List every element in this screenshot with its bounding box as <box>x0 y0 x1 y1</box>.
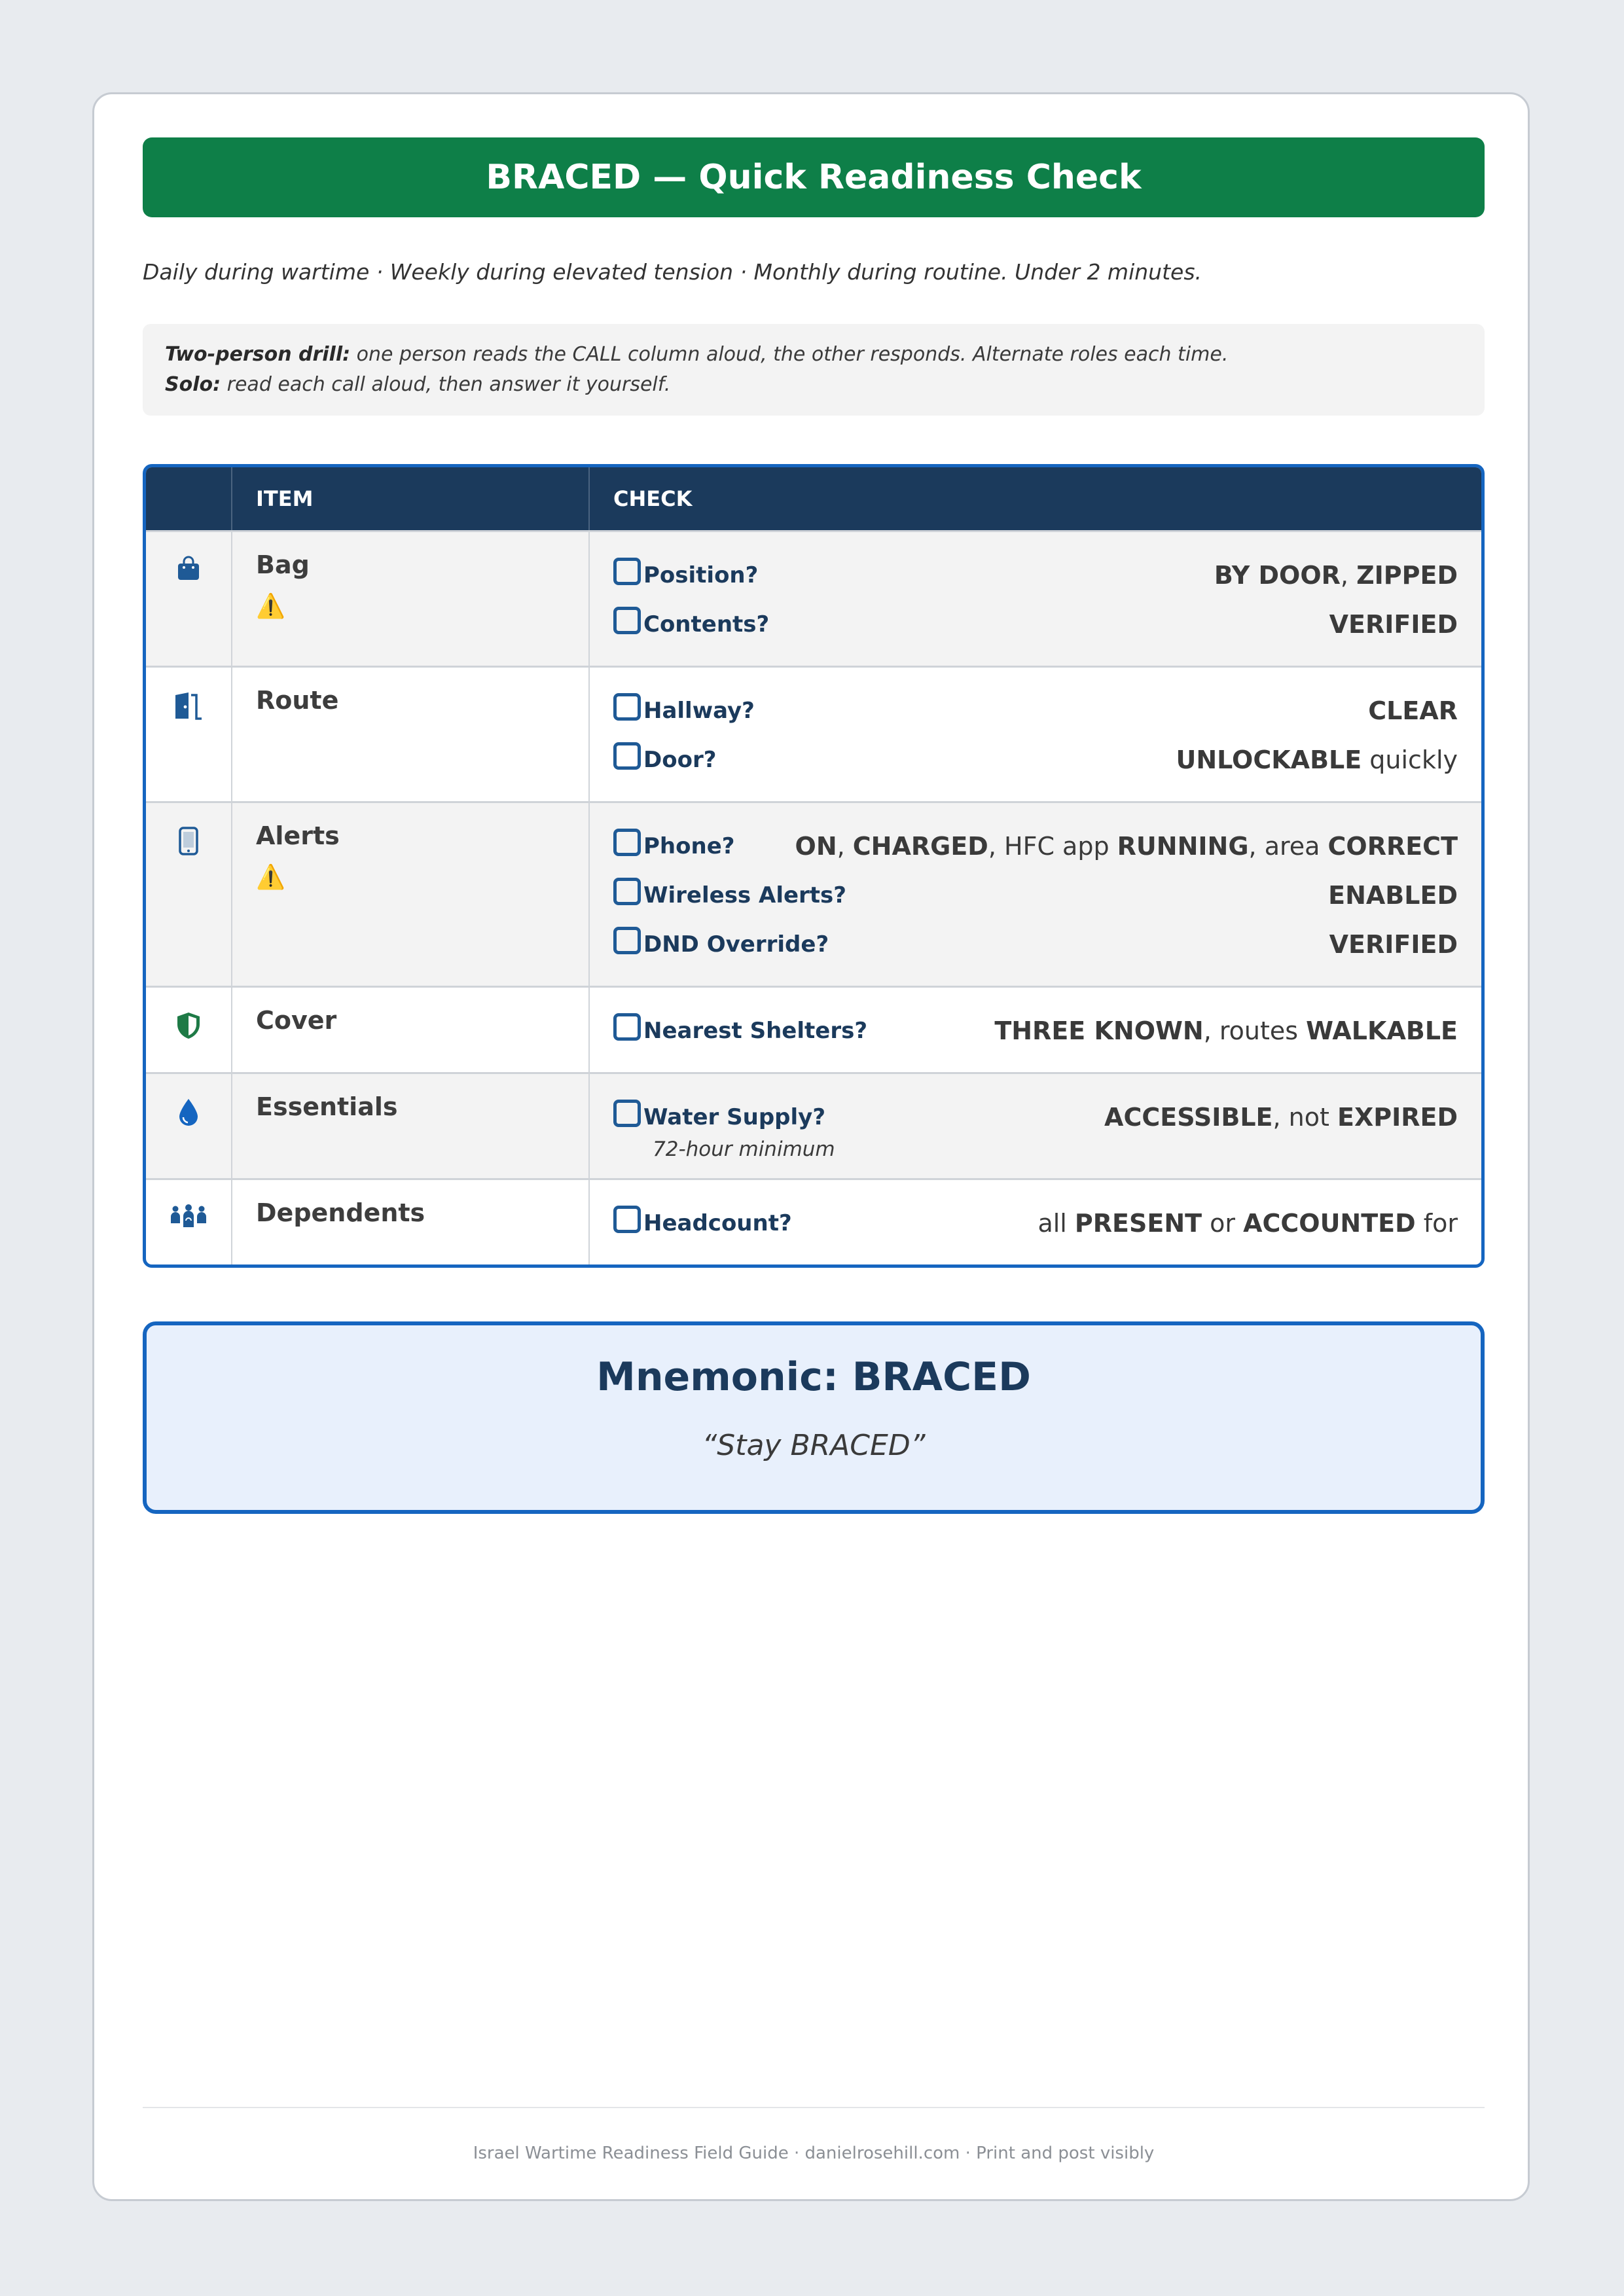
answer-text: , area <box>1248 831 1328 861</box>
table-row <box>146 986 1481 1072</box>
mnemonic-box <box>143 1321 1485 1514</box>
answer-keyword: THREE KNOWN <box>994 1016 1204 1045</box>
check-line <box>613 1092 1458 1141</box>
checkbox[interactable] <box>613 927 641 954</box>
check-cell <box>590 803 1481 986</box>
answer-keyword: CORRECT <box>1327 831 1458 861</box>
page-title: BRACED — Quick Readiness Check <box>143 137 1485 217</box>
mnemonic-quote: “Stay BRACED” <box>702 1429 926 1462</box>
table-row <box>146 1178 1481 1265</box>
answer-keyword: CLEAR <box>1368 696 1458 725</box>
mnemonic-title: Mnemonic: BRACED <box>596 1354 1031 1400</box>
warning-icon: ⚠️ <box>256 593 285 620</box>
checkbox[interactable] <box>613 878 641 905</box>
answer-text: , <box>837 831 853 861</box>
table-row <box>146 801 1481 986</box>
check-answer <box>1176 745 1458 774</box>
answer-keyword: CHARGED <box>852 831 988 861</box>
answer-keyword: ACCESSIBLE <box>1104 1102 1273 1132</box>
icon-column-header <box>146 467 232 530</box>
answer-keyword: UNLOCKABLE <box>1176 745 1362 774</box>
answer-text: all <box>1038 1208 1075 1238</box>
item-label: Dependents <box>256 1198 425 1227</box>
check-answer <box>795 832 1458 861</box>
drill-note <box>143 324 1485 416</box>
footer: Israel Wartime Readiness Field Guide · danielrosehill.com · Print and post visibly <box>143 2107 1485 2163</box>
answer-keyword: ZIPPED <box>1356 560 1458 590</box>
check-answer <box>1104 1103 1458 1132</box>
row-icon-cell <box>146 532 232 666</box>
checkbox[interactable] <box>613 1206 641 1233</box>
door-icon <box>173 691 204 801</box>
warning-icon: ⚠️ <box>256 864 285 891</box>
answer-keyword: EXPIRED <box>1337 1102 1458 1132</box>
check-answer <box>1038 1209 1458 1238</box>
answer-keyword: VERIFIED <box>1329 929 1458 959</box>
item-label: Route <box>256 686 339 715</box>
phone-icon <box>178 827 199 986</box>
checkbox[interactable] <box>613 1100 641 1127</box>
check-cell <box>590 1180 1481 1265</box>
check-line <box>613 600 1458 649</box>
row-icon-cell <box>146 988 232 1072</box>
drill-label: Two-person drill: <box>165 343 351 366</box>
item-label: Alerts <box>256 821 340 850</box>
answer-text: , routes <box>1203 1016 1307 1045</box>
check-call: Water Supply? <box>643 1103 826 1130</box>
table-row <box>146 530 1481 666</box>
frequency-subtitle: Daily during wartime · Weekly during elevated tension · Monthly during routine. Under 2 minutes. <box>143 259 1202 285</box>
checkbox[interactable] <box>613 1013 641 1041</box>
checkbox[interactable] <box>613 558 641 585</box>
check-call: Wireless Alerts? <box>643 882 847 908</box>
answer-keyword: ON <box>795 831 837 861</box>
item-cell <box>232 1074 590 1178</box>
answer-text: or <box>1202 1208 1244 1238</box>
table-body <box>146 530 1481 1265</box>
checkbox[interactable] <box>613 742 641 770</box>
item-cell <box>232 532 590 666</box>
item-label: Cover <box>256 1006 337 1035</box>
table-header <box>146 467 1481 530</box>
row-icon-cell <box>146 803 232 986</box>
bag-icon <box>175 556 202 666</box>
row-icon-cell <box>146 1180 232 1265</box>
checklist-table <box>143 464 1485 1268</box>
answer-text: quickly <box>1362 745 1458 774</box>
table-row <box>146 1072 1481 1178</box>
check-line <box>613 821 1458 870</box>
check-line <box>613 735 1458 784</box>
checkbox[interactable] <box>613 693 641 721</box>
check-line <box>613 550 1458 600</box>
check-line <box>613 870 1458 920</box>
item-column-header: ITEM <box>232 467 590 530</box>
check-call: Position? <box>643 562 759 588</box>
row-icon-cell <box>146 668 232 801</box>
check-call: DND Override? <box>643 931 829 958</box>
check-column-header: CHECK <box>613 486 693 511</box>
check-sub-note: 72-hour minimum <box>653 1138 835 1161</box>
readiness-card <box>92 92 1530 2201</box>
answer-text: for <box>1415 1208 1458 1238</box>
check-call: Phone? <box>643 833 735 859</box>
checkbox[interactable] <box>613 607 641 634</box>
answer-keyword: RUNNING <box>1117 831 1249 861</box>
row-icon-cell <box>146 1074 232 1178</box>
answer-keyword: VERIFIED <box>1329 609 1458 639</box>
check-answer <box>1329 610 1458 639</box>
check-answer <box>1368 696 1458 725</box>
answer-keyword: WALKABLE <box>1306 1016 1458 1045</box>
check-answer <box>1214 561 1458 590</box>
check-call: Nearest Shelters? <box>643 1017 868 1044</box>
answer-keyword: ENABLED <box>1328 880 1458 910</box>
item-label: Essentials <box>256 1092 398 1121</box>
shield-icon <box>175 1011 202 1072</box>
table-row <box>146 666 1481 801</box>
check-answer <box>1329 930 1458 959</box>
solo-text: read each call aloud, then answer it yourself. <box>221 373 671 396</box>
check-call: Contents? <box>643 611 770 637</box>
answer-text: , not <box>1272 1102 1337 1132</box>
check-cell <box>590 668 1481 801</box>
checkbox[interactable] <box>613 829 641 856</box>
check-answer <box>1328 881 1458 910</box>
check-cell <box>590 1074 1481 1178</box>
answer-text: , HFC app <box>988 831 1117 861</box>
check-line <box>613 1198 1458 1247</box>
item-cell <box>232 1180 590 1265</box>
check-line <box>613 686 1458 735</box>
check-line <box>613 1006 1458 1055</box>
people-icon <box>169 1204 208 1265</box>
check-cell <box>590 532 1481 666</box>
check-call: Door? <box>643 746 717 773</box>
check-line <box>613 920 1458 969</box>
water-drop-icon <box>177 1098 200 1178</box>
check-answer <box>994 1016 1458 1045</box>
check-call: Hallway? <box>643 697 755 724</box>
answer-keyword: ACCOUNTED <box>1243 1208 1416 1238</box>
item-cell <box>232 988 590 1072</box>
check-call: Headcount? <box>643 1210 792 1236</box>
item-cell <box>232 803 590 986</box>
answer-text: , <box>1340 560 1357 590</box>
item-label: Bag <box>256 550 310 579</box>
answer-keyword: PRESENT <box>1074 1208 1202 1238</box>
item-cell <box>232 668 590 801</box>
drill-text: one person reads the CALL column aloud, the other responds. Alternate roles each time. <box>350 343 1229 366</box>
solo-label: Solo: <box>165 373 221 396</box>
answer-keyword: BY DOOR <box>1214 560 1341 590</box>
check-cell <box>590 988 1481 1072</box>
